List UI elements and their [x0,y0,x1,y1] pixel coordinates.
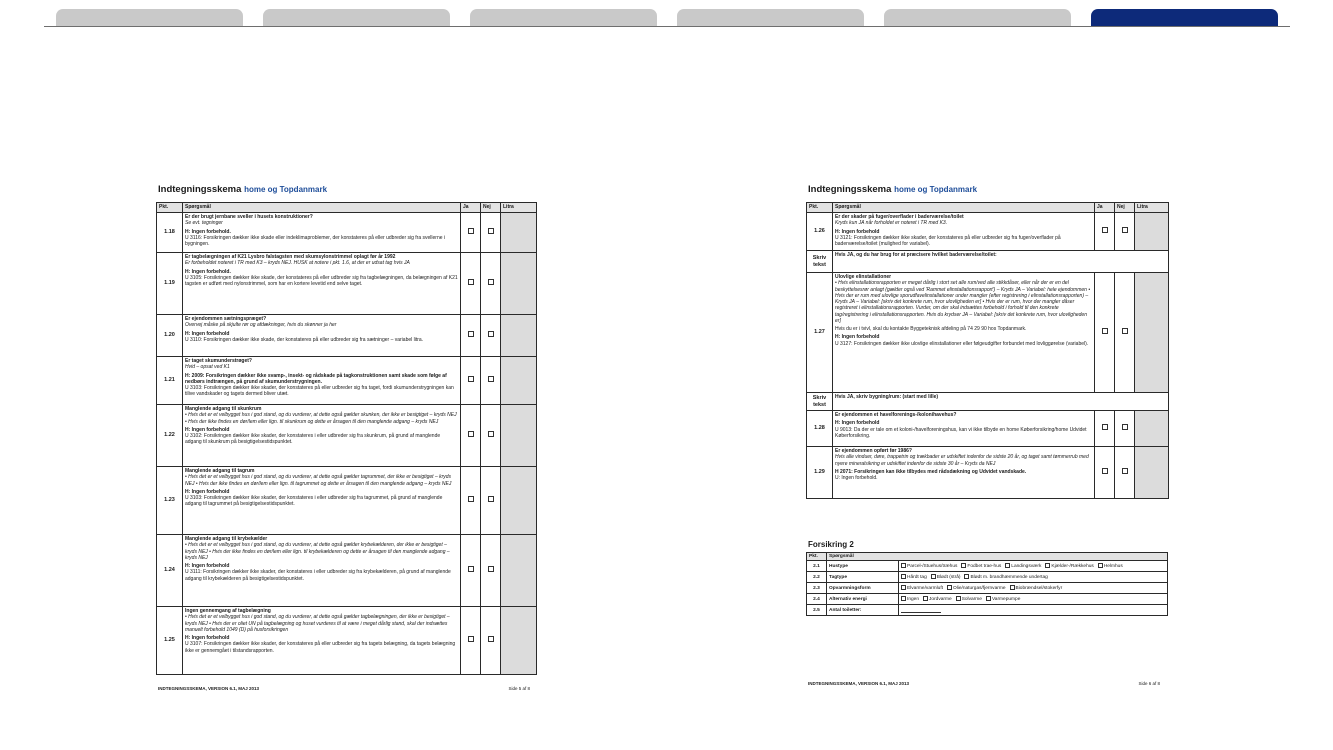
option-checkbox[interactable] [1045,563,1050,568]
question-title: Er der skader på fuger/overflader i baderværelse/toilet [835,214,964,220]
answer-heading: H: Ingen forbehold. [185,228,231,235]
answer-heading: H: Ingen forbehold [835,228,880,235]
footer-page-number: Side 5 af 8 [508,686,530,691]
header-ja: Ja [1095,203,1115,213]
table-row [807,213,1169,251]
row-label: Alternativ energi [827,594,899,605]
option-checkbox[interactable] [931,574,936,579]
option[interactable] [923,596,952,602]
header-nej: Nej [1115,203,1135,213]
nej-cell [1115,213,1135,251]
footer-version: INDTEGNINGSSKEMA, VERSION 6.1, MAJ 2013 [808,681,910,686]
option[interactable] [1045,563,1093,569]
nej-checkbox[interactable] [488,228,494,234]
tab-4[interactable] [677,9,864,27]
table-row [157,357,537,405]
nej-cell [481,253,501,315]
nej-cell [481,467,501,535]
answer-text: U 3116: Forsikringen dækker ikke skade eller indeklimaproblemer, der konstateres på eller udbreder sig fra svellerne i bygningen. [185,234,446,247]
question-cell [183,315,461,357]
question-cell [833,447,1095,499]
answer-heading: H: Ingen forbehold [185,426,230,433]
question-cell [183,535,461,607]
answer-text: U 3102: Forsikringen dækker ikke skader, der konstateres i eller udbreder sig fra skunkrum, på grund af manglende adgang til skunkrum på besigtigelsestidspunktet. [185,433,441,446]
question-title: Manglende adgang til skunkrum [185,406,262,412]
table-row [157,253,537,315]
row-number: 1.24 [157,535,183,607]
answer-text: U 3127: Forsikringen dækker ikke ulovlige elinstallationer eller følgeudgifter forbundet med lovliggørelse (variabel). [835,340,1089,347]
question-note: • Hvis det er et velbygget hus i god stand, og du vurderer, at dette også gælder skunken, der ikke er besigtiget – kryds NEJ • Hvis der ikke findes en dør/lem eller lign. til skunkrum og dette er årsagen til den manglende adgang – kryds NEJ [185,412,457,425]
table-row [807,411,1169,447]
forsikring-table [806,552,1168,616]
question-cell [183,405,461,467]
header-question: Spørgsmål [183,203,461,213]
progress-tabs [56,9,1280,27]
page-title [158,184,327,195]
answer-text: U 3121: Forsikringen dækker ikke skader, der konstateres på eller udbreder sig fra fuger/overflader på baderværelse/toilet (mulighed for variabel). [835,234,1061,247]
option-checkbox[interactable] [1010,585,1015,590]
row-number: 2.5 [807,605,827,616]
answer-heading: H: Ingen forbehold [185,635,230,641]
nej-cell [481,405,501,467]
nej-cell [1115,411,1135,447]
question-note: Overvej måske på skjulte rør og afdækninger, hvis du skønner ja her [185,322,337,329]
option-label: Solvarme [961,596,982,602]
question-title: Er taget skumunderstrøget? [185,358,252,364]
ja-cell [461,607,481,675]
ja-cell [1095,447,1115,499]
header-litra: Litra [501,203,537,213]
question-title: Er ejendommen et havelforenings-/kolonihavehus? [835,412,957,418]
ja-checkbox[interactable] [1102,328,1108,334]
answer-text: U 3105: Forsikringen dækker ikke skade, der konstateres på eller udbreder sig fra tagbelægningen, da belægningen af K21 tagsten er udført med nylonstrimmel, som har en kortere levetid end selve taget. [185,274,458,287]
question-note: Hvid – opsat ved K1 [185,364,230,371]
option-label: Olie/naturgas/fjernvarme [952,585,1006,591]
question-cell [833,411,1095,447]
footer-version: INDTEGNINGSSKEMA, VERSION 6.1, MAJ 2013 [158,686,260,691]
option-checkbox[interactable] [901,596,906,601]
header-pkt: Pkt. [157,203,183,213]
nej-checkbox[interactable] [488,376,494,382]
option[interactable] [964,574,1047,580]
ja-checkbox[interactable] [468,279,474,285]
ja-cell [1095,213,1115,251]
option-label: Elvarme/varmluft [907,585,943,591]
question-cell [183,357,461,405]
nej-checkbox[interactable] [1122,328,1128,334]
option[interactable] [901,585,943,591]
nej-cell [1115,273,1135,393]
document-page-6 [802,180,1172,690]
row-number: 1.18 [157,213,183,253]
option-label: Varmepumpe [991,596,1021,602]
option-label: Kjælder-/Rækkehus [1051,563,1094,569]
nej-checkbox[interactable] [488,566,494,572]
option[interactable] [1010,585,1063,591]
row-number: 1.21 [157,357,183,405]
title-text: Indtegningsskema [808,184,892,195]
options-cell [899,572,1168,583]
nej-cell [481,213,501,253]
question-note: Er forbeholdet noteret i TR med K3 – kryds NEJ. HUSK at notere i pkt. 1.6, at der er udsat tag hvis JA [185,260,410,267]
question-table [156,202,537,675]
option-checkbox[interactable] [956,596,961,601]
ja-checkbox[interactable] [1102,227,1108,233]
answer-heading: H: Ingen forbehold [185,488,230,495]
table-header [807,203,1169,213]
table-row [807,273,1169,393]
answer-text: U 3103: Forsikringen dækker ikke skader, der konstateres i eller udbreder sig fra tagrummet, på grund af manglende adgang til tagrummet på besigtigelsestidspunktet. [185,495,443,508]
row-number: 1.26 [807,213,833,251]
tab-divider [44,26,1290,27]
table-row [157,405,537,467]
question-title: Er tagbelægningen af K21 Lysbro falstagsten med skumsylonstrimmel oplagt før år 1992 [185,254,396,260]
table-row [157,213,537,253]
header-question: Spørgsmål [827,553,1168,561]
ja-cell [461,357,481,405]
question-note: • Hvis det er et velbygget hus i god stand, og du vurderer, at dette også gælder tagbelægningen, der ikke er besigtiget – kryds NEJ • Hvis der er oliet UN på tagbelægning og huset vurderes til at være i meget dårlig stand, skal der indsættes manuelt forbehold 1049 (D) på husforsikringen [185,614,450,633]
options-cell [899,594,1168,605]
litra-cell[interactable] [501,607,537,675]
option-checkbox[interactable] [901,585,906,590]
answer-heading: H: Ingen forbehold [185,330,230,337]
ja-checkbox[interactable] [468,431,474,437]
option-checkbox[interactable] [923,596,928,601]
subtitle-text: home og Topdanmark [894,185,978,194]
table-row [807,251,1169,273]
question-cell [833,393,1169,411]
row-label: Hustype [827,561,899,572]
row-label: Opvarmningsform [827,583,899,594]
nej-cell [481,357,501,405]
question-cell [183,213,461,253]
question-cell [833,273,1095,393]
footer-page-number: Side 6 af 8 [1138,681,1160,686]
nej-checkbox[interactable] [488,636,494,642]
question-title: Er ejendommen opført før 1986? [835,448,912,454]
option-label: Blødt m. brandhæmmende undertag [970,574,1048,580]
option-label: Landingsværk [1011,563,1042,569]
question-table [806,202,1169,499]
option-checkbox[interactable] [1005,563,1010,568]
litra-cell[interactable] [1135,447,1169,499]
litra-cell[interactable] [1135,411,1169,447]
option[interactable] [1098,563,1123,569]
row-number: 2.4 [807,594,827,605]
row-number: 2.2 [807,572,827,583]
row-number: Skriv tekst [807,393,833,411]
option-checkbox[interactable] [964,574,969,579]
ja-cell [461,467,481,535]
ja-checkbox[interactable] [468,636,474,642]
question-title: Ulovlige elinstallationer [835,274,892,280]
row-number: 1.19 [157,253,183,315]
ja-cell [461,315,481,357]
count-field[interactable] [901,608,941,613]
table-row [807,393,1169,411]
question-cell [833,213,1095,251]
row-label: Tagtype [827,572,899,583]
option-label: Fodbet trae-hus [967,563,1002,569]
table-header [157,203,537,213]
option-label: Helmhus [1103,563,1123,569]
answer-heading: H: Ingen forbehold [185,563,230,569]
option-checkbox[interactable] [986,596,991,601]
answer-heading: H: 2009: Forsikringen dækker ikke svamp-, insekt- og rådskade på tagkonstruktionen samt skade som følge af nedbørs indtrængen, på grund af skumunderstrygningen. [185,372,447,385]
question-title: Er der brugt jernbane sveller i husets konstruktioner? [185,214,313,220]
row-number: 1.20 [157,315,183,357]
option[interactable] [901,596,919,602]
ja-checkbox[interactable] [468,331,474,337]
ja-checkbox[interactable] [1102,424,1108,430]
option[interactable] [986,596,1020,602]
table-row [157,467,537,535]
nej-checkbox[interactable] [488,279,494,285]
litra-cell[interactable] [501,535,537,607]
answer-heading: H: Ingen forbehold. [185,268,231,275]
option-label: Ingen [907,596,920,602]
litra-cell[interactable] [501,315,537,357]
answer-heading: H: Ingen forbehold [835,334,880,341]
question-cell [183,253,461,315]
row-number: 1.25 [157,607,183,675]
option-label: Blødt (strå) [936,574,961,580]
option-checkbox[interactable] [1098,563,1103,568]
ja-checkbox[interactable] [468,496,474,502]
answer-text: U 3107: Forsikringen dækker ikke skader, der konstateres på eller udbreder sig fra tagets belægning, da tagets belægning ikke er gennemgået i tilstandsrapporten. [185,641,456,654]
question-extra: Hvis du er i tvivl, skal du kontakte Byggeteknisk afdeling på 74 29 90 hos Topdanmark. [835,326,1027,332]
answer-text: U 3110: Forsikringen dækker ikke skade, der konstateres på eller udbreder sig fra sætninger – variabel litra. [185,336,424,343]
row-number: 1.27 [807,273,833,393]
forsikring-row [807,605,1168,616]
ja-checkbox[interactable] [468,566,474,572]
question-title: Hvis JA, og du har brug for at præcisere hvilket baderværelse/toilet: [835,252,997,258]
ja-cell [1095,273,1115,393]
row-number: 1.22 [157,405,183,467]
question-cell [183,607,461,675]
nej-checkbox[interactable] [488,331,494,337]
nej-checkbox[interactable] [1122,468,1128,474]
option-label: Jordvarme [929,596,952,602]
tab-3[interactable] [470,9,657,27]
options-cell [899,583,1168,594]
option[interactable] [901,563,957,569]
option-label: Biobrændsel/stokerfyr [1015,585,1063,591]
question-cell [833,251,1169,273]
question-note: Se evt. tegninger [185,220,223,227]
question-title: Hvis JA, skriv bygning/rum: (start med lille) [835,394,939,400]
ja-cell [461,405,481,467]
option-checkbox[interactable] [901,563,906,568]
question-note: • Hvis det er et velbygget hus i god stand, og du vurderer, at dette også gælder krybekælderen, der ikke er besigtiget – kryds NEJ • Hvis der ikke findes en dør/lem eller lign. til krybekælderen og dette er årsagen til den manglende adgang – kryds NEJ [185,542,450,561]
litra-cell[interactable] [1135,273,1169,393]
document-page-5 [152,180,542,695]
ja-cell [1095,411,1115,447]
question-title: Er ejendommen sætningspræget? [185,316,267,322]
ja-cell [461,213,481,253]
question-note: • Hvis det er et velbygget hus i god stand, og du vurderer, at dette også gælder tagrummet, der ikke er besigtiget – kryds NEJ • Hvis der ikke findes en dør/lem eller lign. til tagrummet og dette er årsagen til den manglende adgang – kryds NEJ [185,474,452,487]
header-question: Spørgsmål [833,203,1095,213]
question-title: Manglende adgang til krybekælder [185,536,268,542]
forsikring-row [807,583,1168,594]
option[interactable] [961,563,1001,569]
litra-cell[interactable] [501,467,537,535]
option[interactable] [947,585,1006,591]
answer-heading: H: Ingen forbehold [835,420,880,427]
litra-cell[interactable] [501,253,537,315]
ja-checkbox[interactable] [468,228,474,234]
litra-cell[interactable] [501,213,537,253]
answer-heading: H 2071: Forsikringen kan ikke tilbydes med rådsdækning og Udvidet vandskade. [835,468,1027,475]
question-note: Hvis alle vinduer, døre, trappetrin og trækbader er udskiftet indenfor de sidste 20 år, og taget samt tømmerrub med nyere mineralsikring er udskiftet indenfor de sidste 30 år – Kryds da NEJ [835,454,1089,467]
page-title [808,184,977,195]
forsikring-header [807,553,1168,561]
table-row [157,607,537,675]
nej-checkbox[interactable] [1122,424,1128,430]
forsikring-row [807,572,1168,583]
nej-checkbox[interactable] [488,496,494,502]
answer-text: U 3111: Forsikringen dækker ikke skader, der konstateres i eller udbreder sig fra krybekælderen, på grund af manglende adgang til krybekælderen på besigtigelsestidspunktet. [185,569,451,582]
nej-cell [1115,447,1135,499]
ja-cell [461,535,481,607]
answer-text: U: Ingen forbehold. [835,475,878,481]
row-number: 1.28 [807,411,833,447]
forsikring-title: Forsikring 2 [808,540,854,549]
question-title: Ingen gennemgang af tagbelægning [185,608,271,614]
row-number: 2.1 [807,561,827,572]
forsikring-row [807,594,1168,605]
option-checkbox[interactable] [901,574,906,579]
subtitle-text: home og Topdanmark [244,185,328,194]
option-checkbox[interactable] [961,563,966,568]
forsikring-row [807,561,1168,572]
header-pkt: Pkt. [807,203,833,213]
nej-cell [481,607,501,675]
table-row [157,315,537,357]
nej-cell [481,535,501,607]
litra-cell[interactable] [501,357,537,405]
nej-cell [481,315,501,357]
litra-cell[interactable] [501,405,537,467]
tab-5[interactable] [884,9,1071,27]
ja-cell [461,253,481,315]
tab-1[interactable] [56,9,243,27]
question-title: Manglende adgang til tagrum [185,468,255,474]
option[interactable] [931,574,961,580]
nej-checkbox[interactable] [1122,227,1128,233]
tab-2[interactable] [263,9,450,27]
table-row [157,535,537,607]
option[interactable] [956,596,982,602]
option-label: Hårdt tag [907,574,927,580]
header-pkt: Pkt. [807,553,827,561]
answer-text: U 9013: Da der er tale om et koloni-/havelforeningshus, kan vi ikke tilbyde en home Køberforsikring/home Udvidet Køberforsikring. [835,426,1087,439]
tab-6-active[interactable] [1091,9,1278,27]
header-nej: Nej [481,203,501,213]
ja-checkbox[interactable] [1102,468,1108,474]
title-text: Indtegningsskema [158,184,242,195]
row-number: Skriv tekst [807,251,833,273]
question-cell [183,467,461,535]
answer-text: U 3103: Forsikringen dækker ikke skader, der konstateres på eller udbreder sig fra taget, fordi skumunderstrygningen kan tilive vandskader og tagets dermed bliver utæt. [185,385,454,398]
row-label: Antal toiletter: [827,605,899,616]
row-number: 1.29 [807,447,833,499]
question-note: • Hvis elinstallationsrapporten er meget dårlig i stort set alle rum/ved alle stikkdåser, eller når der er en del beskyttelsesrør anlagt (gælder også ved 'Rammet elinstallationsrapport') – Kryds JA – Variabel: hele ejendommen • Hvis der er rum med ulovlige sporudfavelinstallationer under mangler (efter registrering i elinstallationsrapporten) – Kryds JA – Variabel: [skriv det konkrete rum, hvor ulovligheden er] • Hvis der er rum, hvor der mangler dåser registreret i elinstallationsrapporten. Vurder, om der skal indsættes forbehold i forhold til den konkrete tag/registrering i elinstallationsrapporten. Hvis du krydser JA – Variabel: [skriv det konkrete rum, hvor ulovligheden er] [835,280,1091,324]
nej-checkbox[interactable] [488,431,494,437]
ja-checkbox[interactable] [468,376,474,382]
row-number: 2.3 [807,583,827,594]
litra-cell[interactable] [1135,213,1169,251]
options-cell [899,561,1168,572]
table-row [807,447,1169,499]
header-litra: Litra [1135,203,1169,213]
options-cell [899,605,1168,616]
row-number: 1.23 [157,467,183,535]
header-ja: Ja [461,203,481,213]
option-checkbox[interactable] [947,585,952,590]
question-note: Kryds kun JA når forholdet er noteret i TR med K3. [835,220,948,227]
option-label: Parcel-/Stuehus/træhus [907,563,958,569]
option[interactable] [1005,563,1041,569]
option[interactable] [901,574,927,580]
